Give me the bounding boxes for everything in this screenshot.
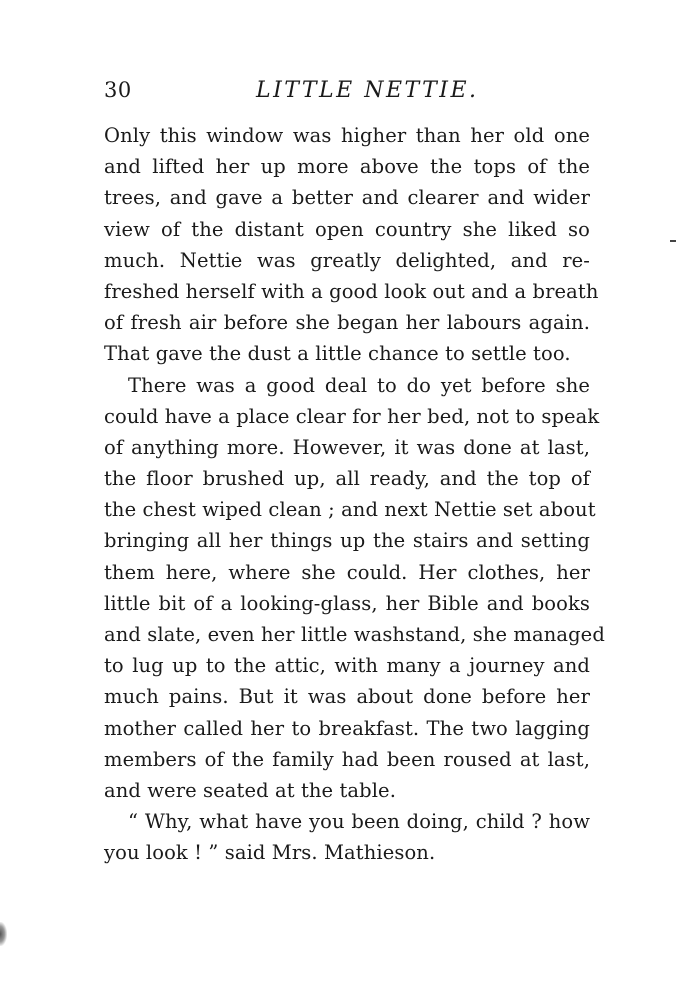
body-text [104, 120, 605, 869]
text-line: little bit of a looking-glass, her Bible and books [104, 591, 590, 615]
text-line: the chest wiped clean ; and next Nettie set about [104, 498, 596, 522]
text-line: of fresh air before she began her labours again. [104, 311, 590, 335]
text-line: them here, where she could. Her clothes, her [104, 560, 590, 584]
paragraph [104, 370, 605, 807]
text-line: mother called her to breakfast. The two lagging [104, 716, 590, 740]
paragraph [104, 120, 599, 370]
text-line: to lug up to the attic, with many a journey and [104, 654, 590, 678]
text-line: the floor brushed up, all ready, and the top of [104, 467, 590, 491]
text-line: There was a good deal to do yet before she [128, 373, 590, 397]
text-line: and lifted her up more above the tops of the [104, 155, 590, 179]
text-line: and were seated at the table. [104, 778, 397, 802]
paragraph [104, 806, 590, 868]
page-edge-mark [670, 240, 676, 242]
text-line: much. Nettie was greatly delighted, and re- [104, 248, 590, 272]
page-number: 30 [104, 78, 132, 102]
running-head: LITTLE NETTIE. [256, 78, 479, 103]
page-header [104, 70, 590, 110]
text-line: and slate, even her little washstand, she managed [104, 623, 605, 646]
binding-hole-mark [0, 922, 7, 946]
text-line: That gave the dust a little chance to settle too. [104, 342, 571, 366]
text-line: of anything more. However, it was done at last, [104, 435, 590, 459]
text-line: trees, and gave a better and clearer and wider [104, 186, 590, 210]
text-line: could have a place clear for her bed, not to speak [104, 404, 600, 428]
text-line: Only this window was higher than her old one [104, 124, 590, 147]
text-line: you look ! ” said Mrs. Mathieson. [104, 841, 436, 865]
text-line: “ Why, what have you been doing, child ? how [128, 810, 590, 834]
text-line: members of the family had been roused at last, [104, 747, 590, 771]
text-line: much pains. But it was about done before her [104, 685, 590, 709]
text-line: view of the distant open country she liked so [104, 217, 590, 241]
text-line: bringing all her things up the stairs and setting [104, 529, 590, 553]
text-line: freshed herself with a good look out and a breath [104, 279, 599, 303]
